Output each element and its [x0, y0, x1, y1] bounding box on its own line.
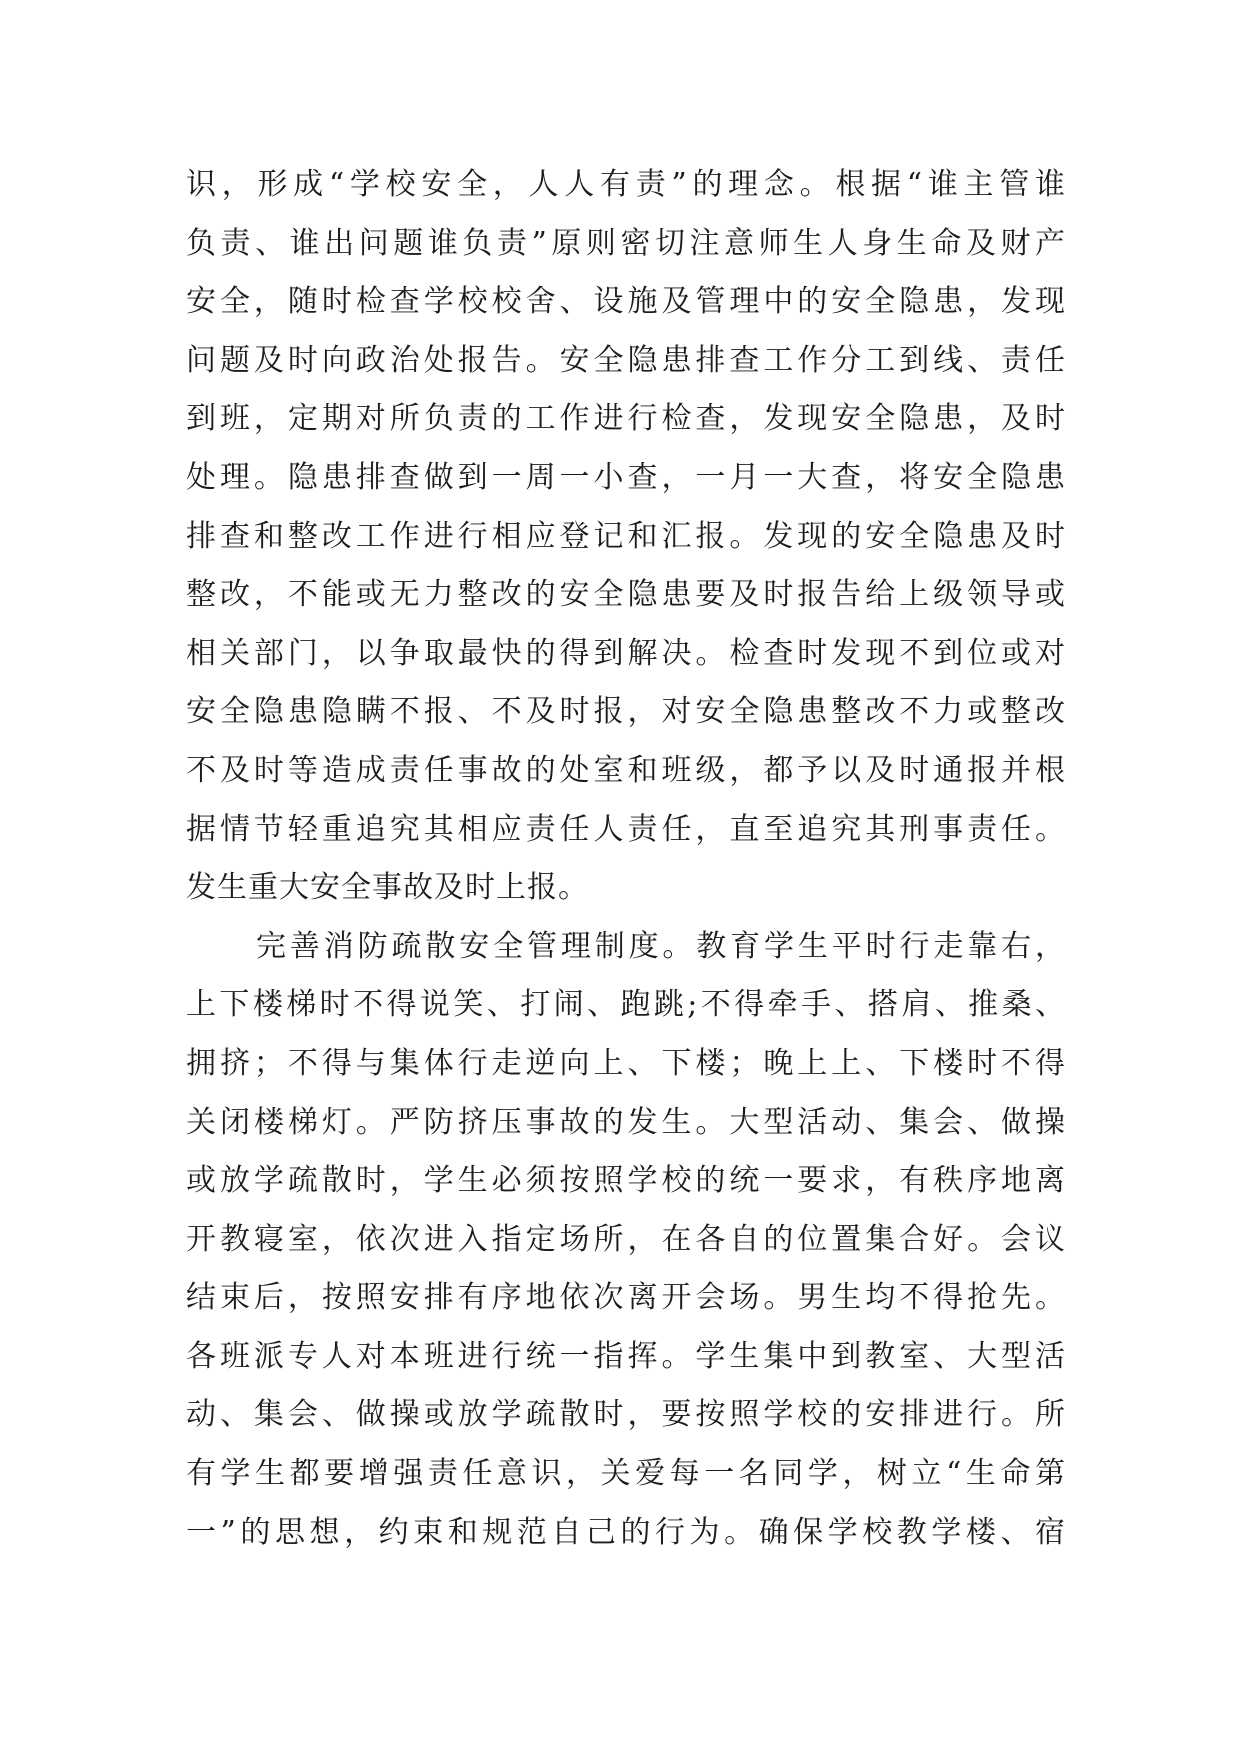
- text-line: 处理。隐患排查做到一周一小查，一月一大查，将安全隐患: [186, 459, 1066, 495]
- text-line: 据情节轻重追究其相应责任人责任，直至追究其刑事责任。: [186, 811, 1066, 847]
- text-line: 整改，不能或无力整改的安全隐患要及时报告给上级领导或: [186, 577, 1066, 613]
- text-line: 发生重大安全事故及时上报。: [186, 870, 589, 906]
- text-line: 负责、谁出问题谁负责”原则密切注意师生人身生命及财产: [186, 225, 1066, 261]
- text-line: 识，形成“学校安全，人人有责”的理念。根据“谁主管谁: [186, 167, 1066, 202]
- text-line: 各班派专人对本班进行统一指挥。学生集中到教室、大型活: [186, 1338, 1066, 1374]
- text-line: 拥挤；不得与集体行走逆向上、下楼；晚上上、下楼时不得: [186, 1045, 1066, 1081]
- text-line: 动、集会、做操或放学疏散时，要按照学校的安排进行。所: [186, 1397, 1066, 1433]
- text-line: 安全隐患隐瞒不报、不及时报，对安全隐患整改不力或整改: [186, 694, 1066, 730]
- text-line: 关闭楼梯灯。严防挤压事故的发生。大型活动、集会、做操: [186, 1104, 1066, 1140]
- text-line: 一”的思想，约束和规范自己的行为。确保学校教学楼、宿: [186, 1514, 1066, 1550]
- text-line: 到班，定期对所负责的工作进行检查，发现安全隐患，及时: [186, 401, 1066, 437]
- text-line: 安全，随时检查学校校舍、设施及管理中的安全隐患，发现: [186, 284, 1066, 320]
- paragraph-2: [186, 918, 1066, 1563]
- text-line: 排查和整改工作进行相应登记和汇报。发现的安全隐患及时: [186, 518, 1066, 554]
- text-line: 结束后，按照安排有序地依次离开会场。男生均不得抢先。: [186, 1280, 1066, 1316]
- text-line: 有学生都要增强责任意识，关爱每一名同学，树立“生命第: [186, 1456, 1066, 1492]
- text-line: 或放学疏散时，学生必须按照学校的统一要求，有秩序地离: [186, 1163, 1066, 1199]
- text-line: 开教寝室，依次进入指定场所，在各自的位置集合好。会议: [186, 1221, 1066, 1257]
- text-line: 问题及时向政治处报告。安全隐患排查工作分工到线、责任: [186, 342, 1066, 378]
- text-line: 完善消防疏散安全管理制度。教育学生平时行走靠右，: [256, 928, 1066, 964]
- text-line: 相关部门，以争取最快的得到解决。检查时发现不到位或对: [186, 635, 1066, 671]
- text-line: 上下楼梯时不得说笑、打闹、跑跳;不得牵手、搭肩、推桑、: [186, 987, 1066, 1023]
- paragraph-1: [186, 156, 1066, 918]
- text-line: 不及时等造成责任事故的处室和班级，都予以及时通报并根: [186, 752, 1066, 788]
- body-text: [186, 156, 1066, 1562]
